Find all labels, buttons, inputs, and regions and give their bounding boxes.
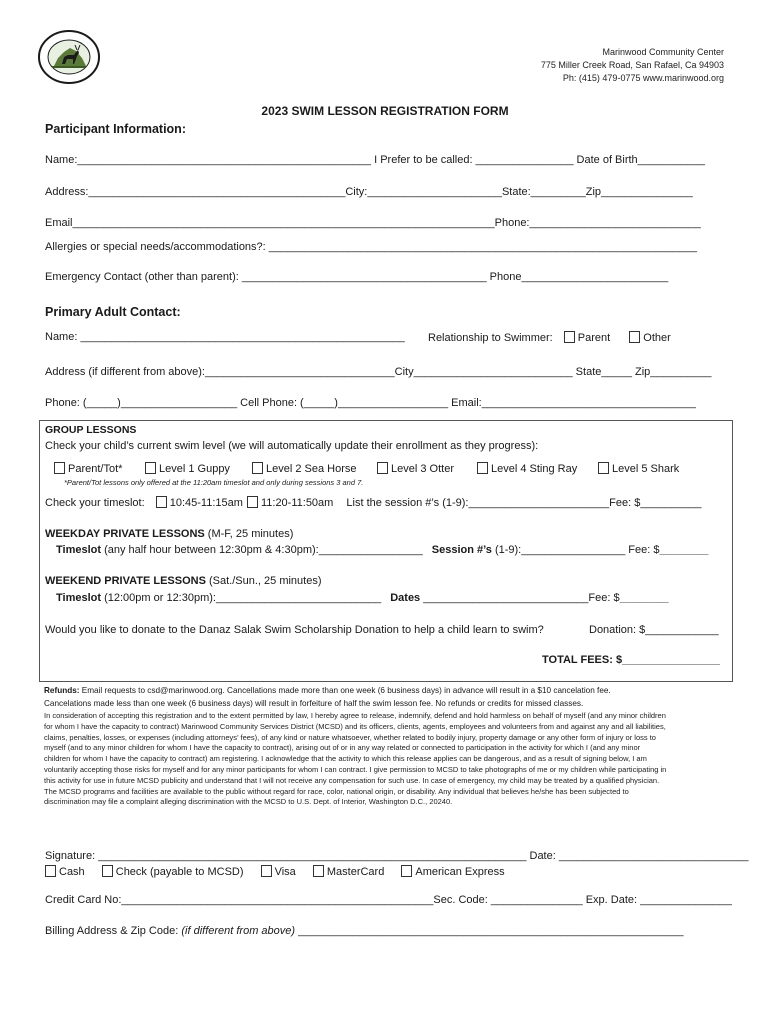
other-checkbox[interactable] bbox=[629, 331, 640, 343]
billing-label: Billing Address & Zip Code: bbox=[45, 925, 182, 937]
organization-header bbox=[541, 46, 724, 85]
waiver-line: this activity for use in future MCSD publicity and understand that I will not receive any compensation for such use. In case of emergency, my child may be treated by a qualified physician. bbox=[44, 775, 660, 785]
logo bbox=[36, 28, 102, 86]
payment-label: Check (payable to MCSD) bbox=[115, 866, 244, 878]
weekend-timeslot-field[interactable]: (12:00pm or 12:30pm):___________________________ bbox=[101, 592, 385, 604]
payment-checkbox[interactable] bbox=[313, 865, 324, 877]
adult-heading: Primary Adult Contact: bbox=[45, 305, 181, 319]
participant-name-field[interactable]: Name:________________________________________________ I Prefer to be called: ________________ Date of Birth___________ bbox=[45, 154, 705, 166]
timeslot-2-label: 11:20-11:50am bbox=[260, 497, 334, 509]
payment-label: Visa bbox=[274, 866, 296, 878]
org-name: Marinwood Community Center bbox=[602, 47, 724, 57]
payment-checkbox[interactable] bbox=[401, 865, 412, 877]
org-phone: Ph: (415) 479-0775 www.marinwood.org bbox=[562, 73, 724, 83]
check-level-text: Check your child’s current swim level (we will automatically update their enrollment as they progress): bbox=[45, 440, 539, 452]
adult-name-field[interactable]: Name: _____________________________________________________ bbox=[45, 331, 405, 343]
signature-field[interactable]: Signature: ______________________________________________________________________ Date: _______________________________ bbox=[45, 850, 749, 862]
level-label: Level 4 Sting Ray bbox=[491, 463, 578, 475]
level-list bbox=[598, 462, 679, 475]
payment-checkbox[interactable] bbox=[45, 865, 56, 877]
total-fees-field[interactable]: ________________ bbox=[622, 654, 720, 666]
timeslot-1-checkbox[interactable] bbox=[156, 496, 167, 508]
payment-label: American Express bbox=[415, 866, 505, 878]
participant-heading: Participant Information: bbox=[45, 122, 186, 136]
weekend-heading-note: (Sat./Sun., 25 minutes) bbox=[205, 575, 322, 587]
waiver-line: claims, penalties, losses, or expenses (including attorneys’ fees), of any kind or nature whatsoever, whether related to bodily injury, property damage or any other form of injury or loss to bbox=[44, 732, 656, 742]
total-fees-row[interactable] bbox=[542, 654, 720, 666]
level-label: Level 5 Shark bbox=[612, 463, 680, 475]
weekend-heading: WEEKEND PRIVATE LESSONS bbox=[45, 575, 206, 587]
waiver-line: In consideration of accepting this registration and to the extent permitted by law, I hereby agree to release, indemnify, defend and hold harmless on behalf of myself (and any minor children bbox=[44, 711, 666, 720]
refunds-line-1 bbox=[44, 685, 611, 697]
level-list bbox=[477, 462, 577, 475]
emergency-contact-field[interactable]: Emergency Contact (other than parent): ________________________________________ Phone________________________ bbox=[45, 271, 669, 283]
level-label: Parent/Tot* bbox=[68, 463, 123, 475]
weekday-fee-field[interactable]: ________ bbox=[659, 544, 709, 556]
level-checkbox[interactable] bbox=[377, 462, 388, 474]
adult-address-field[interactable]: Address (if different from above):_______________________________City__________________________ State_____ Zip__________ bbox=[45, 366, 712, 378]
level-label: Level 1 Guppy bbox=[159, 463, 230, 475]
level-list bbox=[252, 462, 357, 475]
level-checkbox[interactable] bbox=[252, 462, 263, 474]
session-list-field[interactable]: List the session #’s (1-9):_______________________Fee: $__________ bbox=[346, 497, 702, 509]
waiver-line: myself (and to any minor children for whom I have the capacity to contract), arising out of or in any way related or connected to participation in the activity for which I (and any minor bbox=[44, 743, 641, 753]
relationship-row bbox=[428, 331, 671, 344]
allergies-field[interactable]: Allergies or special needs/accommodations?: ______________________________________________________________________ bbox=[45, 241, 698, 253]
weekday-timeslot-label: Timeslot bbox=[56, 544, 102, 556]
weekday-session-field[interactable]: (1-9):_________________ Fee: $ bbox=[491, 544, 660, 556]
adult-phone-field[interactable]: Phone: (_____)___________________ Cell Phone: (_____)__________________ Email:___________________________________ bbox=[45, 397, 696, 409]
level-checkbox[interactable] bbox=[54, 462, 65, 474]
group-lessons-heading: GROUP LESSONS bbox=[45, 424, 137, 436]
timeslot-2-checkbox[interactable] bbox=[247, 496, 258, 508]
billing-field[interactable]: _______________________________________________________________ bbox=[295, 925, 684, 937]
level-checkbox[interactable] bbox=[477, 462, 488, 474]
parent-label: Parent bbox=[577, 332, 611, 344]
weekday-timeslot-field[interactable]: (any half hour between 12:30pm & 4:30pm):_________________ bbox=[101, 544, 426, 556]
weekday-timeslot-row[interactable] bbox=[56, 544, 708, 556]
donation-question: Would you like to donate to the Danaz Salak Swim Scholarship Donation to help a child learn to swim? bbox=[45, 624, 544, 636]
weekend-dates-label: Dates bbox=[390, 592, 421, 604]
weekend-fee-field[interactable]: ________ bbox=[619, 592, 669, 604]
page-title: 2023 SWIM LESSON REGISTRATION FORM bbox=[261, 104, 509, 118]
payment-methods bbox=[45, 865, 505, 878]
timeslot-row bbox=[45, 496, 702, 509]
timeslot-1-label: 10:45-11:15am bbox=[169, 497, 243, 509]
payment-checkbox[interactable] bbox=[261, 865, 272, 877]
level-list bbox=[54, 462, 122, 475]
refunds-text: Email requests to csd@marinwood.org. Cancellations made more than one week (6 business days) in advance will result in a $10 cancelation fee. bbox=[79, 686, 611, 695]
waiver-line: children for whom I have the capacity to contract) am registering. I acknowledge that the activity to which this release applies can be dangerous, and as a result of signing below, I am bbox=[44, 754, 647, 764]
donation-field[interactable]: Donation: $____________ bbox=[589, 624, 719, 636]
waiver-line: voluntarily accepting those risks for myself and for any minor participants for whom I can contract. I give permission to MCSD to take photographs of me or my children while participating in bbox=[44, 764, 667, 774]
waiver-line: discrimination may file a complaint alleging discrimination with the MCSD to U.S. Dept. of Interior, Washington D.C., 20240. bbox=[44, 797, 453, 807]
billing-address-row[interactable] bbox=[45, 925, 684, 937]
weekday-session-label: Session #’s bbox=[431, 544, 492, 556]
level-label: Level 2 Sea Horse bbox=[266, 463, 357, 475]
participant-email-field[interactable]: Email_____________________________________________________________________Phone:____________________________ bbox=[45, 217, 701, 229]
weekday-heading-note: (M-F, 25 minutes) bbox=[204, 528, 294, 540]
timeslot-label: Check your timeslot: bbox=[45, 497, 145, 509]
relationship-label: Relationship to Swimmer: bbox=[428, 332, 553, 344]
participant-address-field[interactable]: Address:__________________________________________City:______________________State:_________Zip_______________ bbox=[45, 186, 693, 198]
level-checkbox[interactable] bbox=[598, 462, 609, 474]
total-fees-label: TOTAL FEES: $ bbox=[542, 654, 623, 666]
credit-card-field[interactable]: Credit Card No:___________________________________________________Sec. Code: _______________ Exp. Date: _______________ bbox=[45, 894, 732, 906]
weekday-heading: WEEKDAY PRIVATE LESSONS bbox=[45, 528, 205, 540]
billing-note: (if different from above) bbox=[181, 925, 296, 937]
level-label: Level 3 Otter bbox=[391, 463, 454, 475]
weekend-timeslot-label: Timeslot bbox=[56, 592, 102, 604]
refunds-label: Refunds: bbox=[44, 686, 80, 695]
level-list bbox=[145, 462, 230, 475]
other-label: Other bbox=[643, 332, 671, 344]
level-list bbox=[377, 462, 454, 475]
waiver-text bbox=[44, 711, 666, 808]
payment-label: Cash bbox=[59, 866, 85, 878]
waiver-line: The MCSD programs and facilities are available to the public without regard for race, color, national origin, or disability. Any individual that believes he/she has been subjected to bbox=[44, 786, 629, 796]
payment-label: MasterCard bbox=[326, 866, 385, 878]
weekend-dates-field[interactable]: ___________________________Fee: $ bbox=[420, 592, 620, 604]
deer-silhouette-icon bbox=[36, 28, 102, 86]
parent-tot-note: *Parent/Tot lessons only offered at the 11:20am timeslot and only during sessions 3 and 7. bbox=[64, 478, 364, 487]
weekday-heading-row bbox=[45, 528, 293, 540]
refunds-line-2: Cancelations made less than one week (6 business days) will result in forfeiture of half the swim lesson fee. No refunds or credits for missed classes. bbox=[44, 699, 584, 708]
payment-checkbox[interactable] bbox=[102, 865, 113, 877]
weekend-heading-row bbox=[45, 575, 322, 587]
parent-checkbox[interactable] bbox=[564, 331, 575, 343]
org-address: 775 Miller Creek Road, San Rafael, Ca 94903 bbox=[540, 60, 724, 70]
level-checkbox[interactable] bbox=[145, 462, 156, 474]
weekend-timeslot-row[interactable] bbox=[56, 592, 669, 604]
waiver-line: for whom I have the capacity to contract) Marinwood Community Services District (MCSD) and its officers, clients, agents, employees and volunteers from and against any and all liabilities, bbox=[44, 721, 666, 731]
